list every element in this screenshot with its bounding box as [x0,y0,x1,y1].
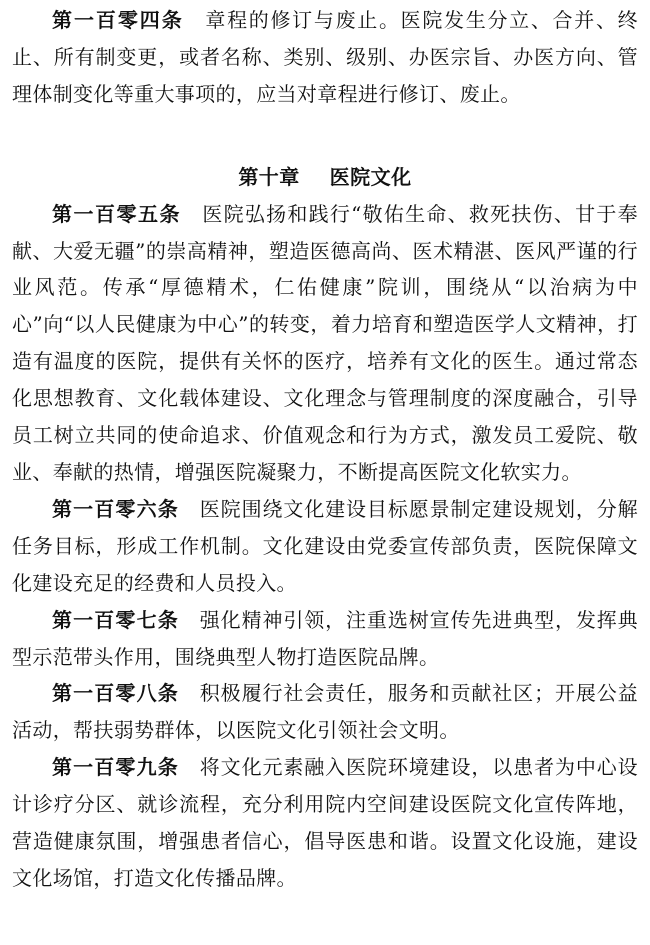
article-109 [12,749,638,897]
chapter-title: 医院文化 [329,164,412,189]
section-gap [12,113,638,159]
article-text: 强化精神引领，注重选树宣传先进典型，发挥典型示范带头作用，围绕典型人物打造医院品牌。 [12,607,638,669]
article-number: 第一百零五条 [52,201,182,226]
article-text: 医院弘扬和践行“敬佑生命、救死扶伤、甘于奉献、大爱无疆”的崇高精神，塑造医德高尚、医术精湛、医风严谨的行业风范。传承“厚德精术，仁佑健康”院训，围绕从“以治病为中心”向“以人民健康为中心”的转变，着力培育和塑造医学人文精神，打造有温度的医院，提供有关怀的医疗，培养有文化的医生。通过常态化思想教育、文化载体建设、文化理念与管理制度的深度融合，引导员工树立共同的使命追求、价值观念和行为方式，激发员工爱院、敬业、奉献的热情，增强医院凝聚力，不断提高医院文化软实力。 [12,201,639,484]
article-number: 第一百零六条 [52,496,179,521]
article-105 [12,196,638,491]
article-107 [12,602,638,676]
article-text: 将文化元素融入医院环境建设，以患者为中心设计诊疗分区、就诊流程，充分利用院内空间建设医院文化宣传阵地，营造健康氛围，增强患者信心，倡导医患和谐。设置文化设施，建设文化场馆，打造文化传播品牌。 [12,755,638,890]
article-number: 第一百零八条 [52,681,179,706]
article-text: 章程的修订与废止。医院发生分立、合并、终止、所有制变更，或者名称、类别、级别、办医宗旨、办医方向、管理体制变化等重大事项的，应当对章程进行修订、废止。 [12,8,638,106]
article-number: 第一百零九条 [52,755,179,780]
article-number: 第一百零四条 [52,8,184,32]
chapter-number: 第十章 [238,164,300,189]
article-108 [12,675,638,749]
article-104 [12,2,638,113]
document-page [12,2,638,897]
article-106 [12,491,638,602]
article-number: 第一百零七条 [52,607,179,632]
chapter-heading [12,159,638,196]
article-text: 医院围绕文化建设目标愿景制定建设规划，分解任务目标，形成工作机制。文化建设由党委宣传部负责，医院保障文化建设充足的经费和人员投入。 [12,496,638,595]
article-text: 积极履行社会责任，服务和贡献社区；开展公益活动，帮扶弱势群体，以医院文化引领社会文明。 [12,681,638,743]
